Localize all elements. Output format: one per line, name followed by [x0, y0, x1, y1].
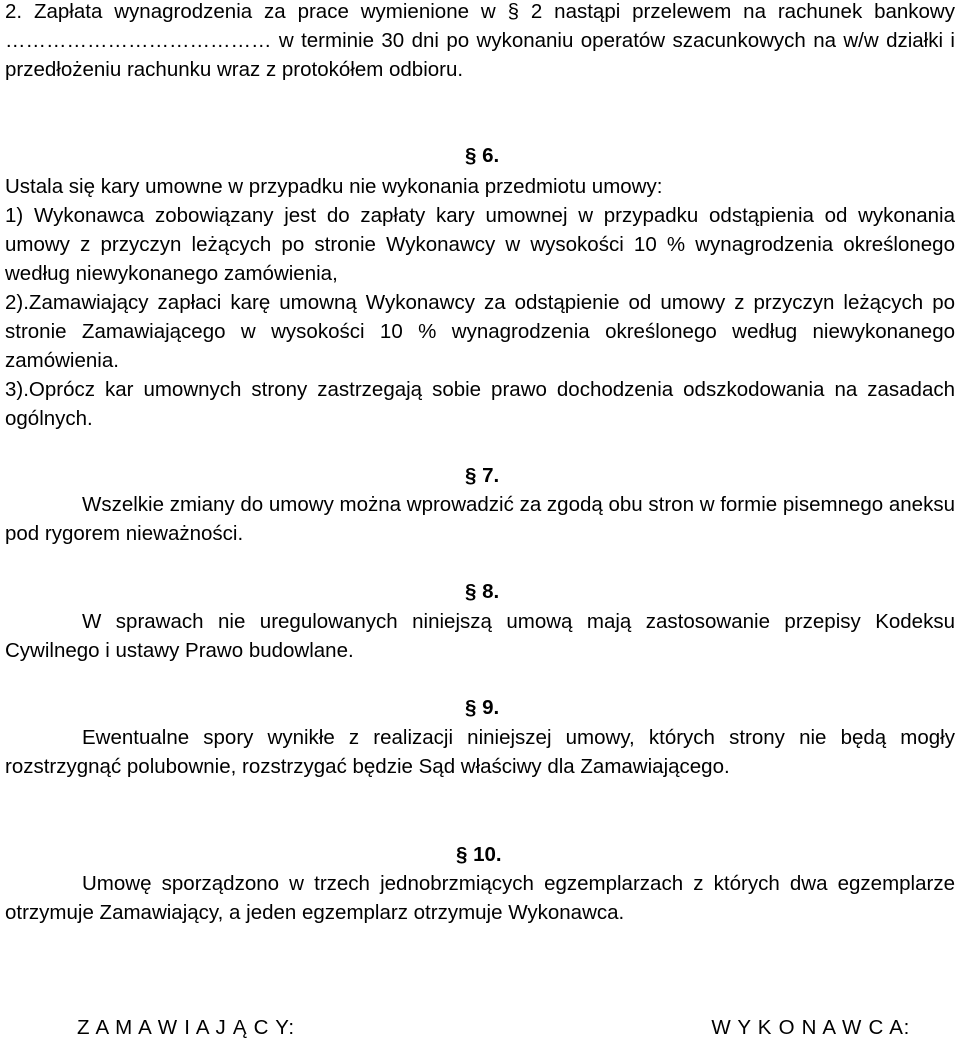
section6-item2: 2).Zamawiający zapłaci karę umowną Wykonawcy za odstąpienie od umowy z przyczyn leżących po stronie Zamawiającego w wysokości 10 % wynagrodzenia określonego według niewykonanego zamówienia. — [5, 291, 955, 372]
signature-row — [77, 1016, 910, 1040]
section10-text: Umowę sporządzono w trzech jednobrzmiących egzemplarzach z których dwa egzemplarze otrzymuje Zamawiający, a jeden egzemplarz otrzymuje Wykonawca. — [5, 872, 955, 924]
section6-item3: 3).Oprócz kar umownych strony zastrzegają sobie prawo dochodzenia odszkodowania na zasadach ogólnych. — [5, 378, 955, 430]
section7-text: Wszelkie zmiany do umowy można wprowadzić za zgodą obu stron w formie pisemnego aneksu pod rygorem nieważności. — [5, 493, 955, 545]
section6-heading: § 6. — [465, 144, 500, 167]
section7-heading: § 7. — [465, 464, 500, 487]
section8-heading: § 8. — [465, 580, 500, 603]
section6-intro: Ustala się kary umowne w przypadku nie wykonania przedmiotu umowy: — [5, 175, 663, 198]
section5-item2: 2. Zapłata wynagrodzenia za prace wymienione w § 2 nastąpi przelewem na rachunek bankowy ………………………………… w terminie 30 dni po wykonaniu operatów szacunkowych na w/w działki i przedłożeniu rachunku wraz z protokółem odbioru. — [5, 0, 955, 81]
signature-employer-label: Z A M A W I A J Ą C Y: — [77, 1016, 295, 1039]
section9-heading: § 9. — [465, 696, 500, 719]
section10-heading: § 10. — [456, 843, 502, 866]
section6-item1: 1) Wykonawca zobowiązany jest do zapłaty kary umownej w przypadku odstąpienia od wykonania umowy z przyczyn leżących po stronie Wykonawcy w wysokości 10 % wynagrodzenia określonego według niewykonanego zamówienia, — [5, 204, 955, 285]
section8-text: W sprawach nie uregulowanych niniejszą umową mają zastosowanie przepisy Kodeksu Cywilnego i ustawy Prawo budowlane. — [5, 610, 955, 662]
signature-contractor-label: W Y K O N A W C A: — [711, 1016, 910, 1039]
section9-text: Ewentualne spory wynikłe z realizacji niniejszej umowy, których strony nie będą mogły rozstrzygnąć polubownie, rozstrzygać będzie Sąd właściwy dla Zamawiającego. — [5, 726, 955, 778]
